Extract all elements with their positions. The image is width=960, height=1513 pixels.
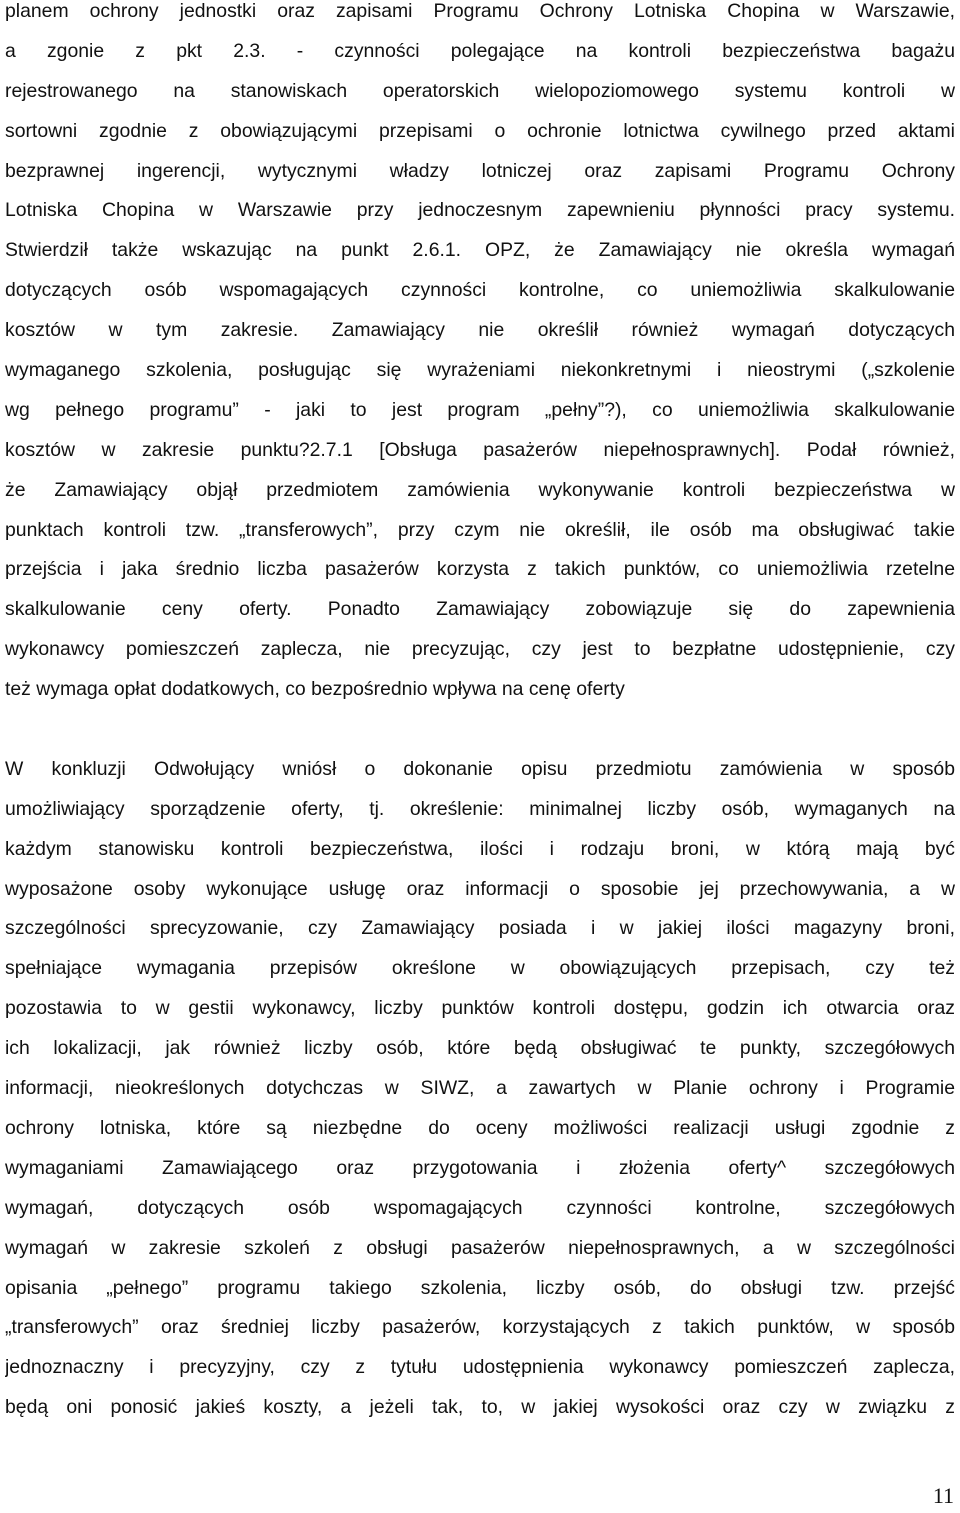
text-line: ich lokalizacji, jak również liczby osób, które będą obsługiwać te punkty, szczegółowych xyxy=(5,1037,955,1060)
text-line: też wymaga opłat dodatkowych, co bezpośrednio wpływa na cenę oferty xyxy=(5,678,625,701)
text-line: wymaganiami Zamawiającego oraz przygotowania i złożenia oferty^ szczegółowych xyxy=(5,1156,955,1179)
text-line: kosztów w zakresie punktu?2.7.1 [Obsługa pasażerów niepełnosprawnych]. Podał również, xyxy=(5,438,955,461)
text-line: W konkluzji Odwołujący wniósł o dokonanie opisu przedmiotu zamówienia w sposób xyxy=(5,757,955,780)
document-page xyxy=(5,0,955,1428)
paragraph-gap xyxy=(5,710,955,750)
text-line: wyposażone osoby wykonujące usługę oraz informacji o sposobie jej przechowywania, a w xyxy=(5,877,955,900)
text-line: jednoznaczny i precyzyjny, czy z tytułu udostępnienia wykonawcy pomieszczeń zaplecza, xyxy=(5,1356,955,1379)
text-line: wykonawcy pomieszczeń zaplecza, nie precyzując, czy jest to bezpłatne udostępnienie, czy xyxy=(5,638,955,661)
text-line: a zgonie z pkt 2.3. - czynności polegające na kontroli bezpieczeństwa bagażu xyxy=(5,39,955,62)
text-line: dotyczących osób wspomagających czynności kontrolne, co uniemożliwia skalkulowanie xyxy=(5,279,955,302)
text-line: ochrony lotniska, które są niezbędne do oceny możliwości realizacji usługi zgodnie z xyxy=(5,1116,955,1139)
text-line: informacji, nieokreślonych dotychczas w SIWZ, a zawartych w Planie ochrony i Programie xyxy=(5,1077,955,1100)
text-line: szczególności sprecyzowanie, czy Zamawiający posiada i w jakiej ilości magazyny broni, xyxy=(5,917,955,940)
text-line: sortowni zgodnie z obowiązującymi przepisami o ochronie lotnictwa cywilnego przed aktami xyxy=(5,119,955,142)
text-line: Stwierdził także wskazując na punkt 2.6.1. OPZ, że Zamawiający nie określa wymagań xyxy=(5,239,955,262)
text-line: „transferowych” oraz średniej liczby pasażerów, korzystających z takich punktów, w sposób xyxy=(5,1316,955,1339)
text-line: wymaganego szkolenia, posługując się wyrażeniami niekonkretnymi i nieostrymi („szkolenie xyxy=(5,359,955,382)
text-line: pozostawia to w gestii wykonawcy, liczby punktów kontroli dostępu, godzin ich otwarcia oraz xyxy=(5,997,955,1020)
text-line: że Zamawiający objął przedmiotem zamówienia wykonywanie kontroli bezpieczeństwa w xyxy=(5,478,955,501)
text-line: bezprawnej ingerencji, wytycznymi władzy lotniczej oraz zapisami Programu Ochrony xyxy=(5,159,955,182)
page-number: 11 xyxy=(932,1483,954,1508)
paragraph-argument-summary xyxy=(5,0,955,710)
text-line: kosztów w tym zakresie. Zamawiający nie określił również wymagań dotyczących xyxy=(5,319,955,342)
paragraph-conclusion xyxy=(5,750,955,1428)
text-line: umożliwiający sporządzenie oferty, tj. określenie: minimalnej liczby osób, wymaganych na xyxy=(5,797,955,820)
text-line: wymagań, dotyczących osób wspomagających czynności kontrolne, szczegółowych xyxy=(5,1196,955,1219)
text-line: rejestrowanego na stanowiskach operatorskich wielopoziomowego systemu kontroli w xyxy=(5,79,955,102)
text-line: opisania „pełnego” programu takiego szkolenia, liczby osób, do obsługi tzw. przejść xyxy=(5,1276,955,1299)
text-line: każdym stanowisku kontroli bezpieczeństwa, ilości i rodzaju broni, w którą mają być xyxy=(5,837,955,860)
text-line: wymagań w zakresie szkoleń z obsługi pasażerów niepełnosprawnych, a w szczególności xyxy=(5,1236,955,1259)
text-line: planem ochrony jednostki oraz zapisami Programu Ochrony Lotniska Chopina w Warszawie, xyxy=(5,0,955,22)
text-line: skalkulowanie ceny oferty. Ponadto Zamawiający zobowiązuje się do zapewnienia xyxy=(5,598,955,621)
text-line: spełniające wymagania przepisów określone w obowiązujących przepisach, czy też xyxy=(5,957,955,980)
text-line: będą oni ponosić jakieś koszty, a jeżeli tak, to, w jakiej wysokości oraz czy w związku z xyxy=(5,1396,955,1419)
text-line: punktach kontroli tzw. „transferowych”, przy czym nie określił, ile osób ma obsługiwać takie xyxy=(5,518,955,541)
text-line: wg pełnego programu” - jaki to jest program „pełny”?), co uniemożliwia skalkulowanie xyxy=(5,398,955,421)
text-line: przejścia i jaka średnio liczba pasażerów korzysta z takich punktów, co uniemożliwia rzetelne xyxy=(5,558,955,581)
text-line: Lotniska Chopina w Warszawie przy jednoczesnym zapewnieniu płynności pracy systemu. xyxy=(5,199,955,222)
